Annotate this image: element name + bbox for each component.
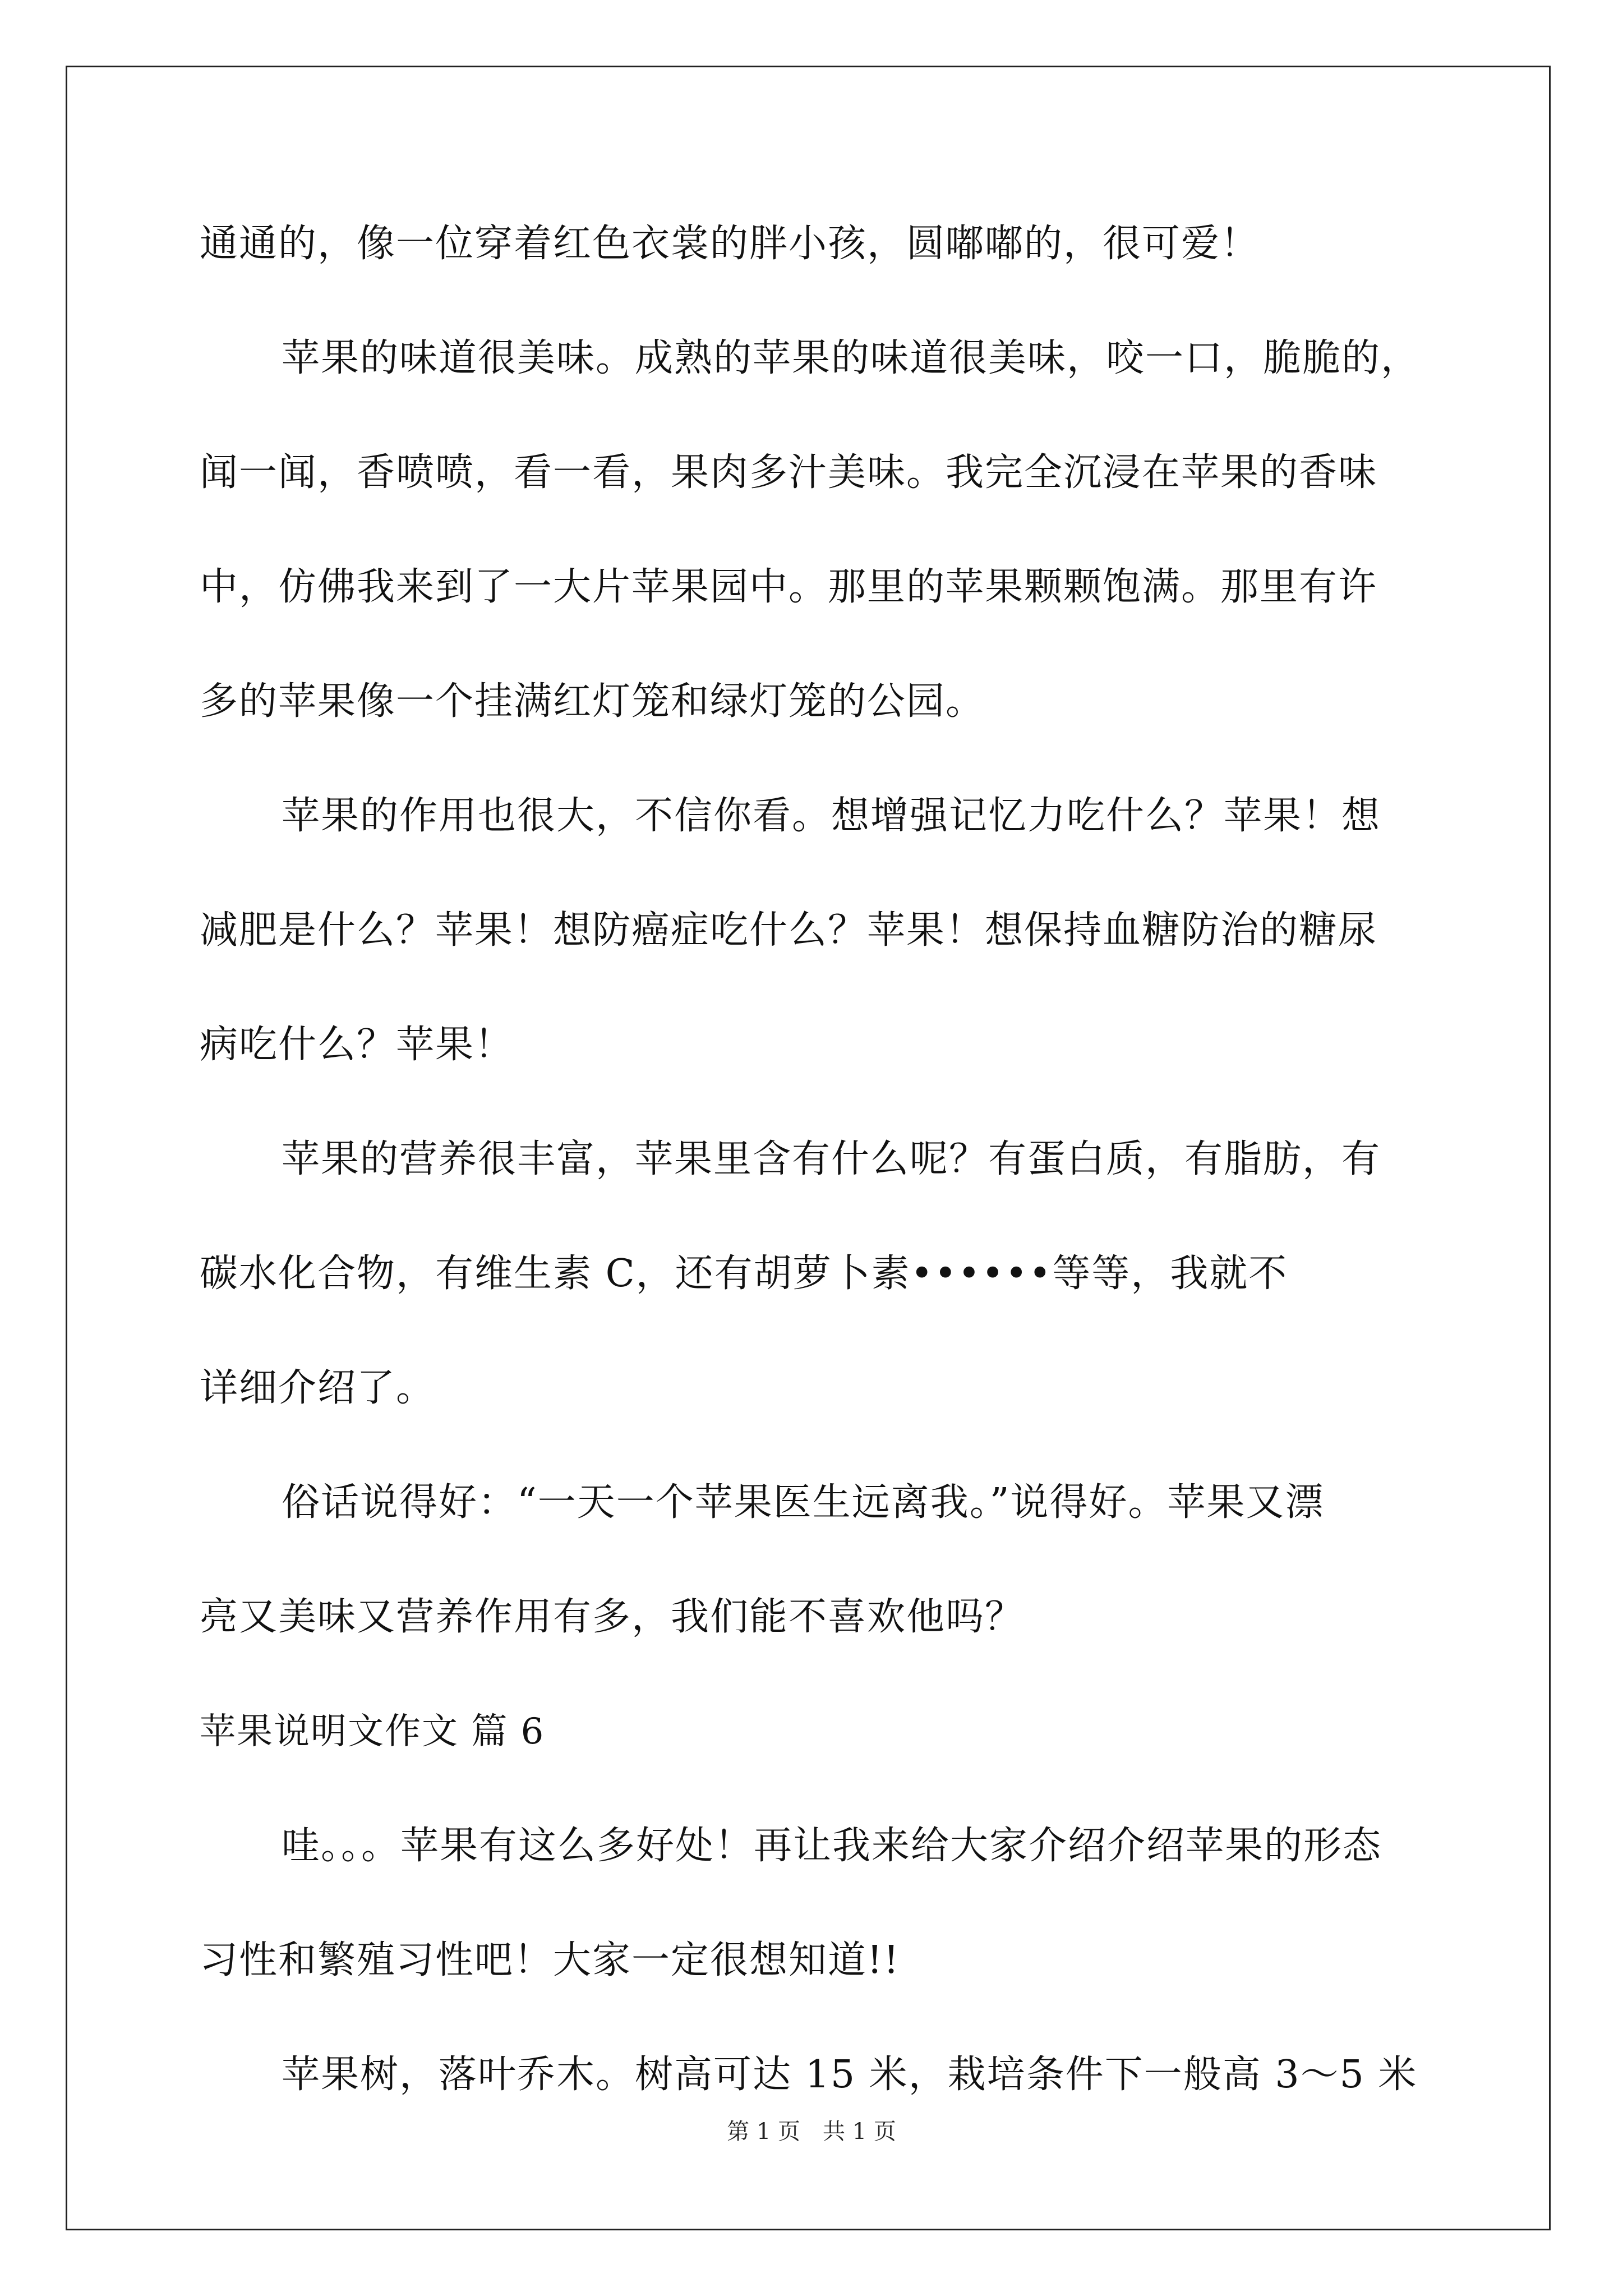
text-line: 通通的，像一位穿着红色衣裳的胖小孩，圆嘟嘟的，很可爱！ (200, 222, 1260, 266)
text-line: 多的苹果像一个挂满红灯笼和绿灯笼的公园。 (200, 679, 985, 724)
section-heading: 苹果说明文作文 篇 6 (200, 1711, 545, 1752)
text-line: 碳水化合物，有维生素 C，还有胡萝卜素••••••等等，我就不 (200, 1251, 1288, 1296)
paragraph-first-line: 苹果树，落叶乔木。树高可达 15 米，栽培条件下一般高 3～5 米 (282, 2053, 1418, 2097)
text-line: 病吃什么？苹果！ (200, 1023, 514, 1067)
text-line: 闻一闻，香喷喷，看一看，果肉多汁美味。我完全沉浸在苹果的香味 (200, 450, 1378, 495)
page-number-current: 第 1 页 (727, 2119, 800, 2145)
page-number-total: 共 1 页 (823, 2119, 896, 2145)
paragraph-first-line: 苹果的作用也很大，不信你看。想增强记忆力吃什么？苹果！想 (282, 794, 1381, 838)
paragraph-first-line: 苹果的味道很美味。成熟的苹果的味道很美味，咬一口，脆脆的， (282, 336, 1421, 380)
text-line: 亮又美味又营养作用有多，我们能不喜欢他吗？ (200, 1595, 1025, 1639)
paragraph-first-line: 俗话说得好：“一天一个苹果医生远离我。”说得好。苹果又漂 (282, 1480, 1325, 1525)
text-line: 中，仿佛我来到了一大片苹果园中。那里的苹果颗颗饱满。那里有许 (200, 565, 1378, 609)
paragraph-first-line: 哇。。。苹果有这么多好处！再让我来给大家介绍介绍苹果的形态 (282, 1824, 1382, 1868)
paragraph-first-line: 苹果的营养很丰富，苹果里含有什么呢？有蛋白质，有脂肪，有 (282, 1137, 1381, 1181)
text-line: 详细介绍了。 (200, 1366, 436, 1410)
text-line: 减肥是什么？苹果！想防癌症吃什么？苹果！想保持血糖防治的糖尿 (200, 908, 1378, 953)
page-footer (0, 2115, 1623, 2148)
text-line: 习性和繁殖习性吧！大家一定很想知道!! (200, 1938, 900, 1982)
